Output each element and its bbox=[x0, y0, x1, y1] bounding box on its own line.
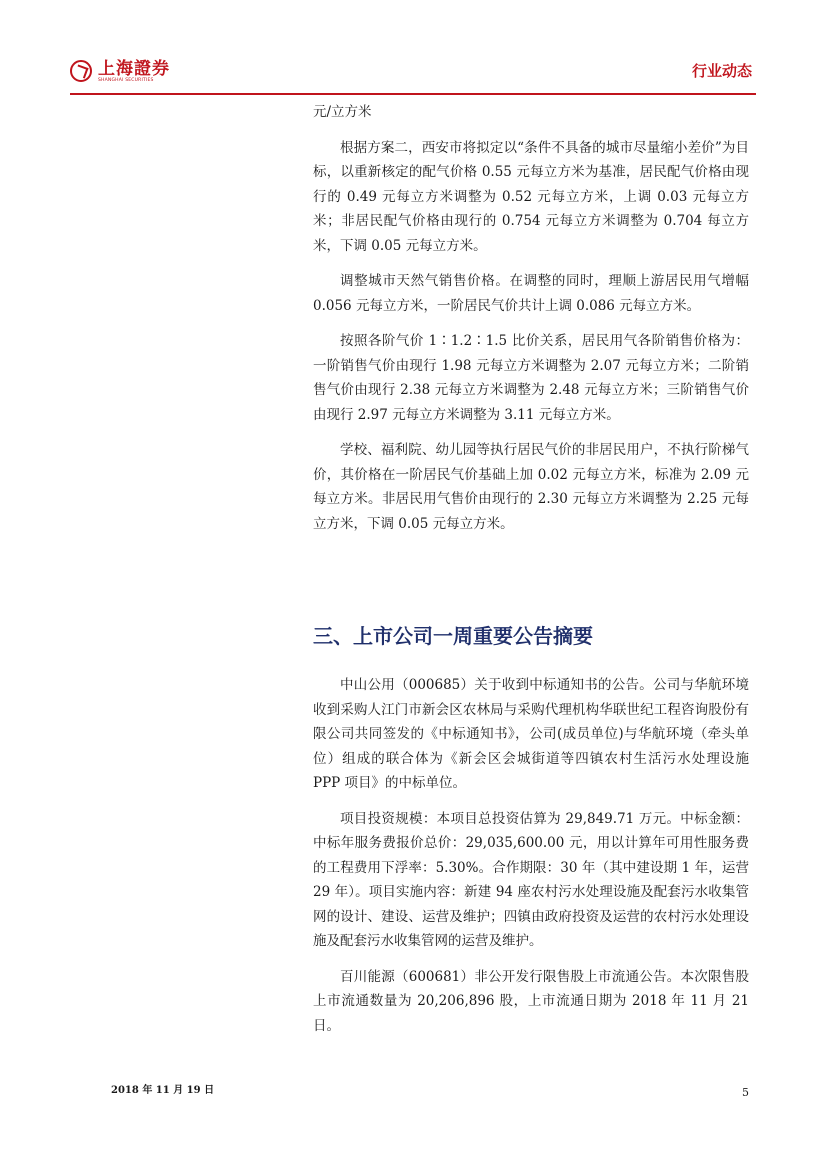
footer-date: 2018 年 11 月 19 日 bbox=[111, 1085, 215, 1096]
header-divider bbox=[70, 93, 756, 95]
paragraph-continuation: 元/立方米 bbox=[313, 104, 372, 120]
page-header bbox=[70, 52, 756, 94]
section-heading: 三、上市公司一周重要公告摘要 bbox=[313, 624, 593, 648]
paragraph-price-adjust: 调整城市天然气销售价格。在调整的同时，理顺上游居民用气增幅 0.056 元每立方米，一阶居民气价共计上调 0.086 元每立方米。 bbox=[313, 273, 749, 314]
report-category: 行业动态 bbox=[691, 62, 752, 80]
paragraph-non-resident: 学校、福利院、幼儿园等执行居民气价的非居民用户，不执行阶梯气价，其价格在一阶居民气价基础上加 0.02 元每立方米，标准为 2.09 元每立方米。非居民用气售价由现行的 2.30 元每立方米调整为 2.25 元每立方米，下调 0.05 元每立方米。 bbox=[313, 442, 749, 532]
body-text-announcements bbox=[313, 673, 749, 1049]
paragraph-tier-prices: 按照各阶气价 1∶1.2∶1.5 比价关系，居民用气各阶销售价格为：一阶销售气价由现行 1.98 元每立方米调整为 2.07 元每立方米；二阶销售气价由现行 2.38 元每立方米调整为 2.48 元每立方米；三阶销售气价由现行 2.97 元每立方米调整为 3.11 元每立方米。 bbox=[313, 333, 749, 423]
paragraph-baichuan: 百川能源（600681）非公开发行限售股上市流通公告。本次限售股上市流通数量为 20,206,896 股，上市流通日期为 2018 年 11 月 21 日。 bbox=[313, 968, 749, 1034]
logo-english-text: SHANGHAI SECURITIES bbox=[98, 78, 154, 83]
paragraph-project-details: 项目投资规模：本项目总投资估算为 29,849.71 万元。中标金额：中标年服务费报价总价：29,035,600.00 元，用以计算年可用性服务费的工程费用下浮率：5.30%。合作期限：30 年（其中建设期 1 年，运营 29 年）。项目实施内容：新建 94 座农村污水处理设施及配套污水收集管网的设计、建设、运营及维护；四镇由政府投资及运营的农村污水处理设施及配套污水收集管网的运营及维护。 bbox=[313, 810, 749, 949]
logo-chinese-text: 上海證券 bbox=[98, 59, 170, 79]
logo-mark-icon bbox=[70, 60, 92, 82]
paragraph-plan-two: 根据方案二，西安市将拟定以“条件不具备的城市尽量缩小差价”为目标，以重新核定的配气价格 0.55 元每立方米为基准，居民配气价格由现行的 0.49 元每立方米调整为 0.52 元每立方米，上调 0.03 元每立方米；非居民配气价格由现行的 0.754 元每立方米调整为 0.704 每立方米，下调 0.05 元每立方米。 bbox=[313, 139, 749, 254]
page-number: 5 bbox=[742, 1086, 749, 1099]
paragraph-zhongshan: 中山公用（000685）关于收到中标通知书的公告。公司与华航环境收到采购人江门市新会区农林局与采购代理机构华联世纪工程咨询股份有限公司共同签发的《中标通知书》，公司(成员单位)与华航环境（牵头单位）组成的联合体为《新会区会城街道等四镇农村生活污水处理设施 PPP 项目》的中标单位。 bbox=[313, 677, 749, 791]
company-logo bbox=[70, 60, 170, 84]
body-text-top bbox=[313, 100, 749, 547]
